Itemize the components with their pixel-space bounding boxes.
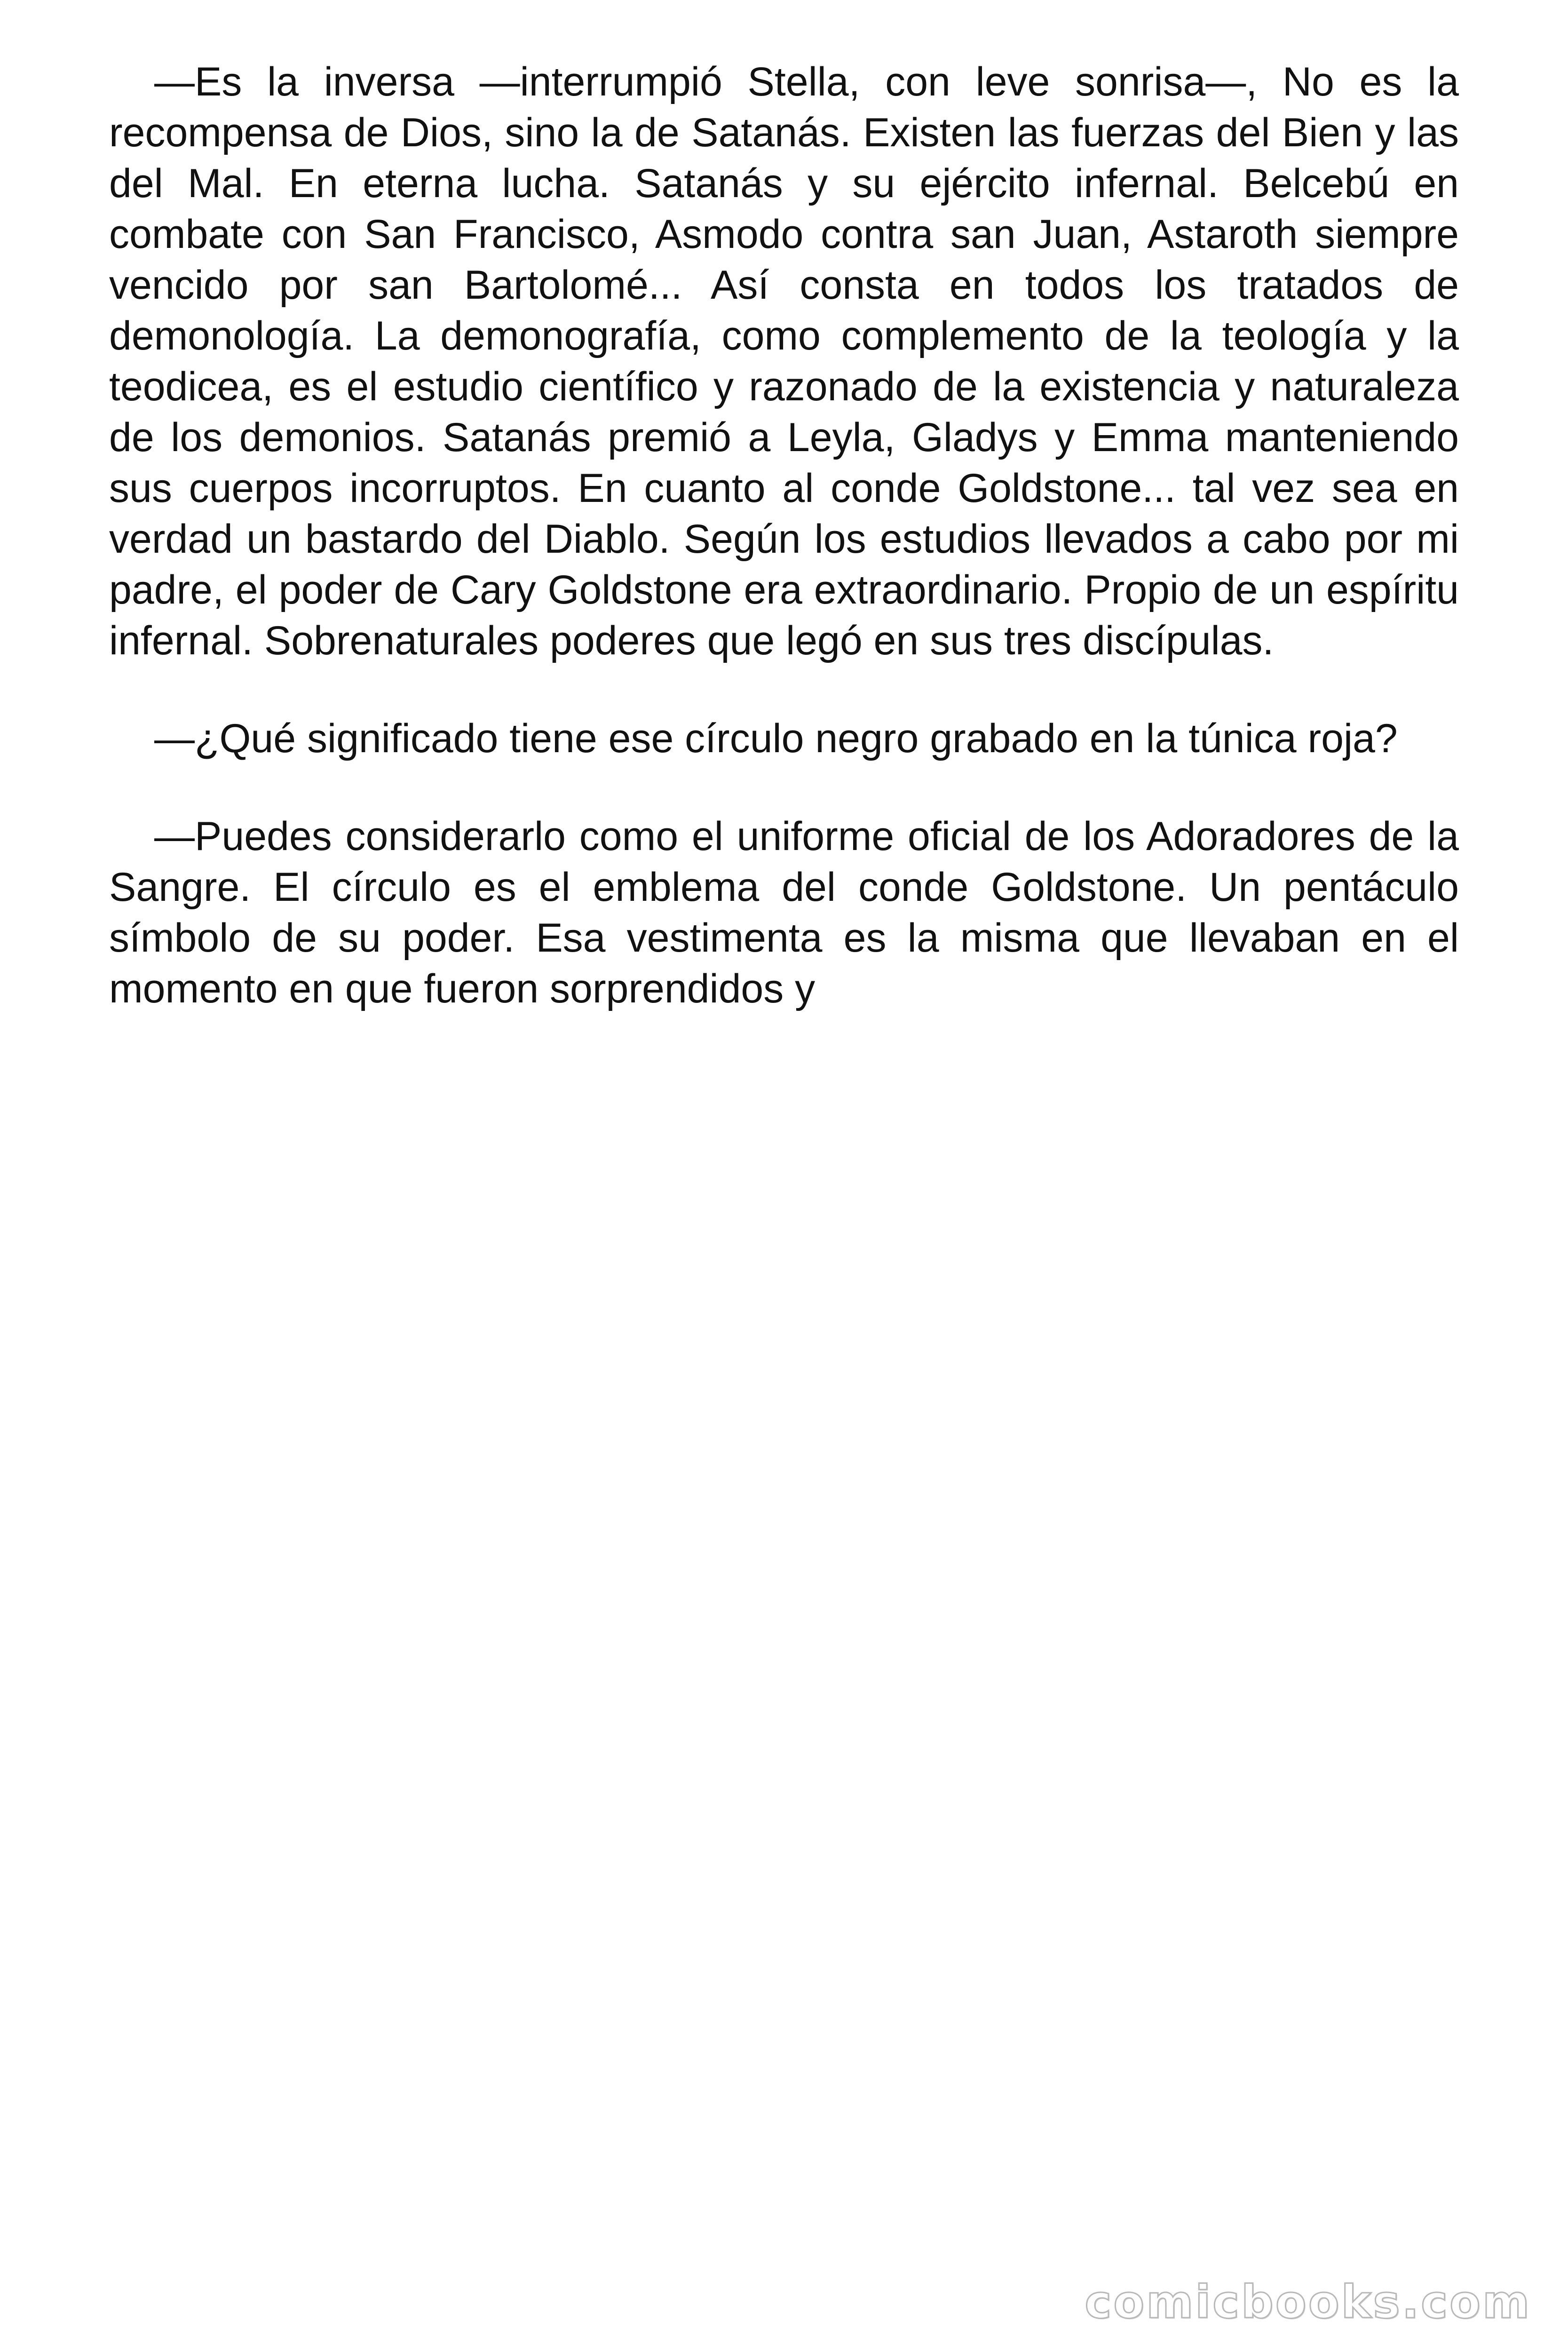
body-text xyxy=(109,56,1459,1061)
paragraph-uniform-answer: —Puedes considerarlo como el uniforme oficial de los Adoradores de la Sangre. El círculo es el emblema del conde Goldstone. Un pentáculo símbolo de su poder. Esa vestimenta es la misma que llevaban en el momento en que fueron sorprendidos y xyxy=(109,814,1459,1011)
paragraph-stella-reply: —Es la inversa —interrumpió Stella, con leve sonrisa—, No es la recompensa de Dios, sino la de Satanás. Existen las fuerzas del Bien y las del Mal. En eterna lucha. Satanás y su ejército infernal. Belcebú en combate con San Francisco, Asmodo contra san Juan, Astaroth siempre vencido por san Bartolomé... Así consta en todos los tratados de demonología. La demonografía, como complemento de la teología y la teodicea, es el estudio científico y razonado de la existencia y naturaleza de los demonios. Satanás premió a Leyla, Gladys y Emma manteniendo sus cuerpos incorruptos. En cuanto al conde Goldstone... tal vez sea en verdad un bastardo del Diablo. Según los estudios llevados a cabo por mi padre, el poder de Cary Goldstone era extraordinario. Propio de un espíritu infernal. Sobrenaturales poderes que legó en sus tres discípulas. xyxy=(109,59,1459,663)
paragraph-question: —¿Qué significado tiene ese círculo negro grabado en la túnica roja? xyxy=(154,716,1398,761)
watermark: comicbooks.com xyxy=(1085,2276,1531,2328)
